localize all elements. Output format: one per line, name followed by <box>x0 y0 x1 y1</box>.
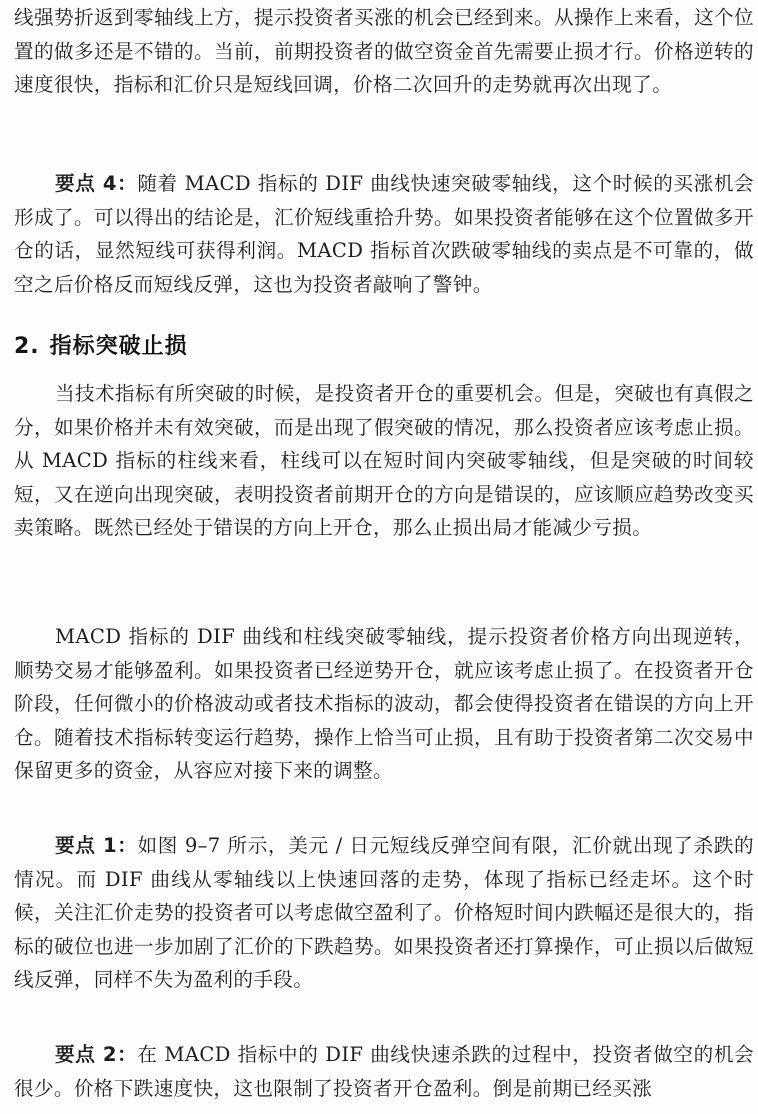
section-number: 2. <box>14 334 40 359</box>
section-title: 指标突破止损 <box>49 334 188 359</box>
paragraph-text: 在 MACD 指标中的 DIF 曲线快速杀跌的过程中，投资者做空的机会很少。价格下跌速度快，这也限制了投资者开仓盈利。倒是前期已经买涨 <box>14 1043 754 1100</box>
paragraph-text: 如图 9–7 所示，美元 / 日元短线反弹空间有限，汇价就出现了杀跌的情况。而 DIF 曲线从零轴线以上快速回落的走势，体现了指标已经走坏。这个时候，关注汇价走势的投资者可以考虑做空盈利了。价格短时间内跌幅还是很大的，指标的破位也进一步加剧了汇价的下跌趋势。如果投资者还打算操作，可止损以后做短线反弹，同样不失为盈利的手段。 <box>14 834 754 992</box>
paragraph-breakout-detail <box>14 620 754 788</box>
paragraph-continuation <box>14 1 754 102</box>
paragraph-key-point-4 <box>14 167 754 301</box>
key-point-label: 要点 4： <box>55 172 138 195</box>
paragraph-key-point-1 <box>14 829 754 997</box>
paragraph-key-point-2 <box>14 1038 754 1105</box>
key-point-label: 要点 2： <box>55 1043 138 1066</box>
paragraph-text: 随着 MACD 指标的 DIF 曲线快速突破零轴线，这个时候的买涨机会形成了。可以得出的结论是，汇价短线重拾升势。如果投资者能够在这个位置做多开仓的话，显然短线可获得利润。MACD 指标首次跌破零轴线的卖点是不可靠的，做空之后价格反而短线反弹，这也为投资者敲响了警钟。 <box>14 172 754 296</box>
section-heading <box>14 330 188 364</box>
paragraph-breakout-intro <box>14 377 754 545</box>
paragraph-text: MACD 指标的 DIF 曲线和柱线突破零轴线，提示投资者价格方向出现逆转，顺势交易才能够盈利。如果投资者已经逆势开仓，就应该考虑止损了。在投资者开仓阶段，任何微小的价格波动或者技术指标的波动，都会使得投资者在错误的方向上开仓。随着技术指标转变运行趋势，操作上恰当可止损，且有助于投资者第二次交易中保留更多的资金，从容应对接下来的调整。 <box>14 625 754 783</box>
paragraph-text: 线强势折返到零轴线上方，提示投资者买涨的机会已经到来。从操作上来看，这个位置的做多还是不错的。当前，前期投资者的做空资金首先需要止损才行。价格逆转的速度很快，指标和汇价只是短线回调，价格二次回升的走势就再次出现了。 <box>14 6 754 97</box>
paragraph-text: 当技术指标有所突破的时候，是投资者开仓的重要机会。但是，突破也有真假之分，如果价格并未有效突破，而是出现了假突破的情况，那么投资者应该考虑止损。从 MACD 指标的柱线来看，柱线可以在短时间内突破零轴线，但是突破的时间较短，又在逆向出现突破，表明投资者前期开仓的方向是错误的，应该顺应趋势改变买卖策略。既然已经处于错误的方向上开仓，那么止损出局才能减少亏损。 <box>14 382 754 540</box>
key-point-label: 要点 1： <box>55 834 138 857</box>
